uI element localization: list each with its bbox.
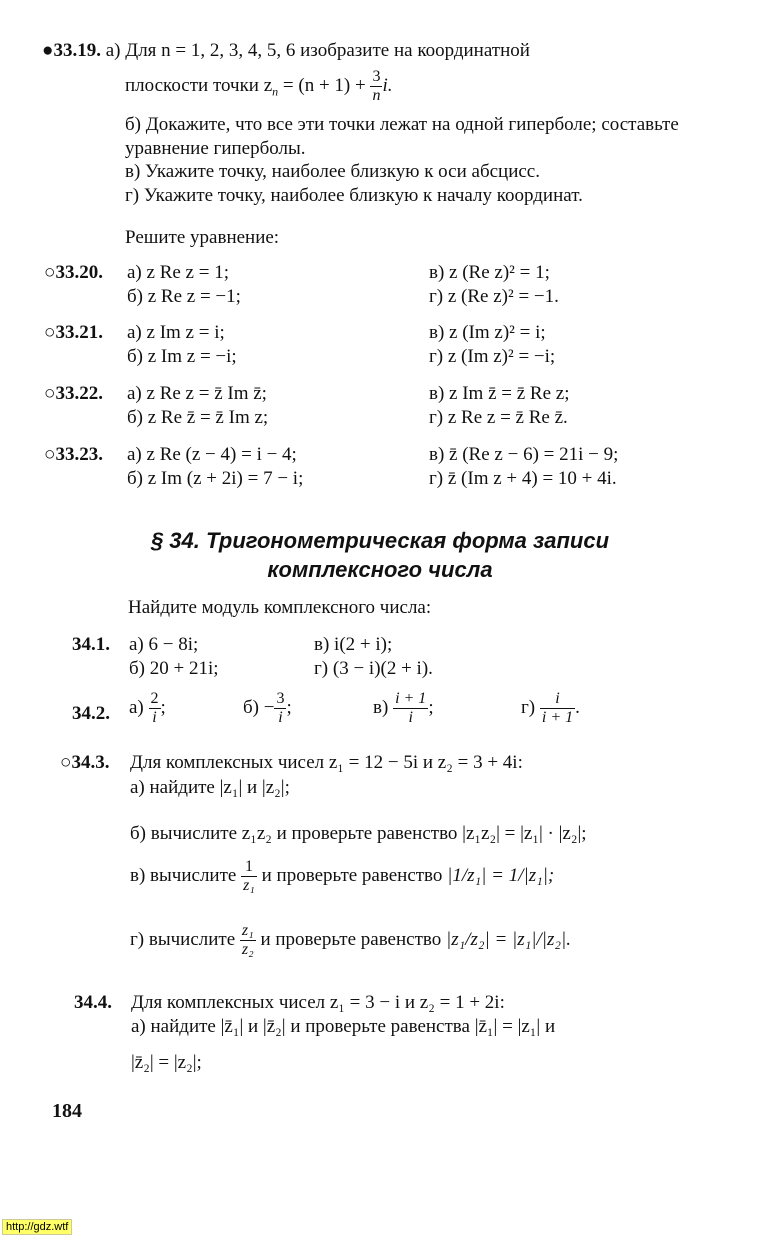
text: ;: [160, 696, 166, 718]
problem-number: ●33.19.: [42, 40, 101, 61]
problem-item: в) z̄ (Re z − 6) = 21i − 9;: [429, 444, 619, 465]
problem-item: г) (3 − i)(2 + i).: [314, 658, 433, 679]
problem-number: 34.4.: [74, 992, 112, 1013]
instruction: Найдите модуль комплексного числа:: [128, 597, 432, 618]
problem-item: [243, 690, 292, 727]
problem-item: в) z (Re z)² = 1;: [429, 262, 550, 283]
text: г) вычислите: [130, 928, 236, 950]
problem-item: г) z (Re z)² = −1.: [429, 286, 559, 307]
section-title: комплексного числа: [267, 557, 493, 582]
problem-item: а) z Re (z − 4) = i − 4;: [127, 444, 297, 465]
numerator: 2: [150, 690, 159, 707]
text: .: [575, 696, 580, 718]
fraction: [393, 690, 428, 727]
denominator: n: [372, 87, 381, 104]
problem-line: б) Докажите, что все эти точки лежат на одной гиперболе; составьте уравнение гиперболы.: [125, 114, 679, 159]
problem-item: а) z Im z = i;: [127, 322, 225, 343]
denominator: i: [278, 709, 283, 726]
problem-item: [521, 690, 580, 727]
numerator: i: [540, 690, 575, 709]
problem-item: г) z (Im z)² = −i;: [429, 346, 556, 367]
problem-number: ○33.21.: [44, 322, 103, 343]
problem-item: [129, 690, 166, 727]
problem-number: ○34.3.: [60, 752, 110, 773]
problem-number: ○33.23.: [44, 444, 103, 465]
numerator: 1: [241, 858, 257, 877]
item-label: г): [521, 696, 536, 718]
numerator: z₁: [241, 922, 254, 939]
problem-item: г) z̄ (Im z + 4) = 10 + 4i.: [429, 468, 617, 489]
fraction: [149, 690, 161, 727]
text: и проверьте равенство: [261, 864, 443, 886]
problem-item: б) z Im z = −i;: [127, 346, 237, 367]
problem-line: Для комплексных чисел z₁ = 12 − 5i и z₂ = 3 + 4i:: [130, 752, 523, 773]
fraction: [241, 858, 257, 895]
numerator: i + 1: [395, 690, 427, 707]
problem-item: а) z Re z = 1;: [127, 262, 229, 283]
numerator: 3: [276, 690, 285, 707]
problem-item: в) z (Im z)² = i;: [429, 322, 546, 343]
text: ;: [286, 696, 292, 718]
denominator: z₂: [241, 941, 254, 958]
instruction: Решите уравнение:: [125, 227, 280, 248]
problem-item: б) z Re z = −1;: [127, 286, 241, 307]
subscript: n: [272, 84, 279, 99]
problem-item: б) z Re z̄ = z̄ Im z;: [127, 407, 269, 428]
equation: |1/z₁| = 1/|z₁|;: [447, 864, 555, 886]
text: плоскости точки z: [125, 74, 273, 96]
fraction: [240, 922, 256, 959]
numerator: 3: [372, 68, 381, 85]
text: ;: [428, 696, 434, 718]
problem-item: в) i(2 + i);: [314, 634, 393, 655]
problem-item: [373, 690, 434, 727]
item-label: а): [129, 696, 144, 718]
problem-item: б) 20 + 21i;: [129, 658, 219, 679]
problem-number: 34.2.: [72, 703, 110, 724]
problem-number: ○33.22.: [44, 383, 103, 404]
problem-line: Для комплексных чисел z₁ = 3 − i и z₂ = 1 + 2i:: [131, 992, 505, 1013]
problem-item: а) 6 − 8i;: [129, 634, 199, 655]
fraction: [274, 690, 286, 727]
text: = (n + 1) +: [282, 74, 366, 96]
problem-item: в) z Im z̄ = z̄ Re z;: [429, 383, 570, 404]
section-title: § 34. Тригонометрическая форма записи: [150, 528, 610, 553]
problem-item: а) найдите |z̄₁| и |z̄₂| и проверьте равенства |z̄₁| = |z₁| и: [131, 1016, 556, 1037]
problem-line: в) Укажите точку, наиболее близкую к оси абсцисс.: [125, 161, 540, 182]
fraction: [540, 690, 575, 727]
denominator: i: [152, 709, 157, 726]
problem-number: 34.1.: [72, 634, 110, 655]
denominator: i: [408, 709, 413, 726]
watermark: http://gdz.wtf: [2, 1219, 72, 1235]
problem-line: [125, 68, 393, 105]
problem-item: [130, 922, 571, 959]
denominator: z₁: [243, 877, 255, 894]
problem-33-19: [42, 40, 530, 62]
problem-item: а) найдите |z₁| и |z₂|;: [130, 777, 290, 798]
fraction: [370, 68, 382, 105]
problem-item: [130, 858, 554, 895]
problem-item: г) z Re z = z̄ Re z̄.: [429, 407, 568, 428]
text: i.: [382, 74, 393, 96]
problem-item: |z̄₂| = |z₂|;: [131, 1052, 202, 1073]
page-number: 184: [52, 1100, 82, 1122]
item-label: в): [373, 696, 389, 718]
problem-item: а) z Re z = z̄ Im z̄;: [127, 383, 267, 404]
denominator: i + 1: [541, 709, 574, 726]
problem-line: а) Для n = 1, 2, 3, 4, 5, 6 изобразите на координатной: [105, 40, 530, 61]
problem-number: ○33.20.: [44, 262, 103, 283]
problem-item: б) вычислите z₁z₂ и проверьте равенство |z₁z₂| = |z₁| · |z₂|;: [130, 823, 587, 844]
problem-item: б) z Im (z + 2i) = 7 − i;: [127, 468, 304, 489]
problem-line: г) Укажите точку, наиболее близкую к началу координат.: [125, 185, 583, 206]
text: и проверьте равенство: [260, 928, 442, 950]
item-label: б) −: [243, 696, 275, 718]
text: в) вычислите: [130, 864, 237, 886]
equation: |z₁/z₂| = |z₁|/|z₂|.: [445, 928, 571, 950]
